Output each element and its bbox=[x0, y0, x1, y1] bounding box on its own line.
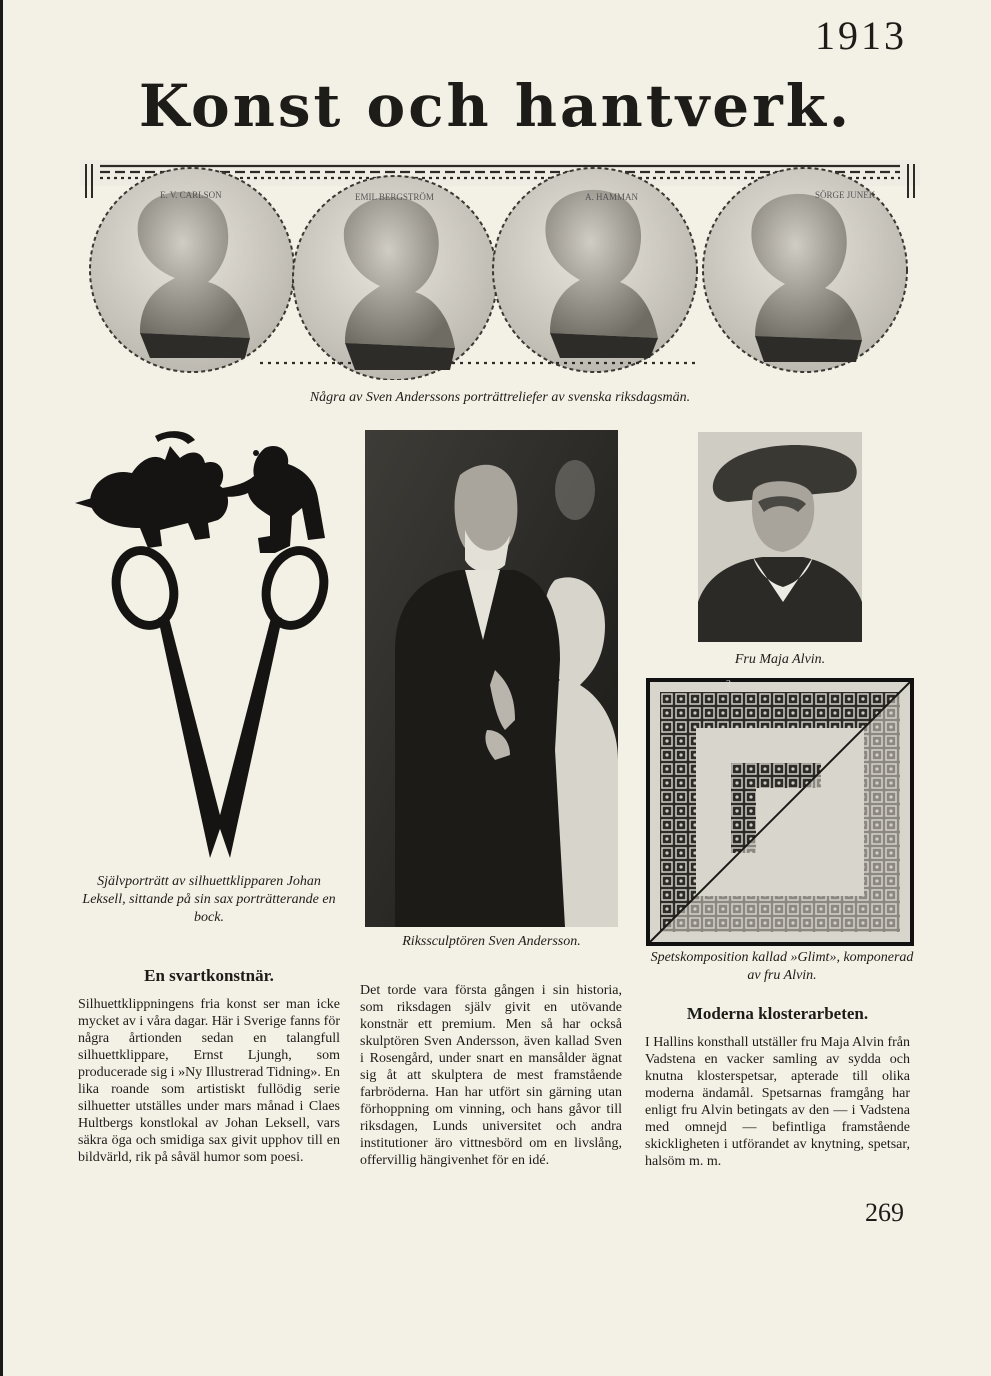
lace-corner-label: 2 bbox=[726, 679, 731, 690]
medallion-caption: Några av Sven Anderssons porträttreliefer av svenska riksdagsmän. bbox=[309, 390, 691, 405]
right-article-text: I Hallins konsthall utställer fru Maja Alvin från Vadstena en vacker samling av sydda och knutna klosterspetsar, apterade till olika moderna ändamål. Spetsarnas framgång har enligt fru Alvin betingats av den — i Vadstena med omnejd — befintliga framstående skickligheten i utförandet av knytning, spetsar, halsöm m. m. bbox=[645, 1035, 910, 1169]
silhouette-caption: Självporträtt av silhuettklipparen Johan Leksell, sittande på sin sax porträtterande en bock. bbox=[82, 874, 336, 925]
silhouette-figure bbox=[70, 428, 350, 868]
lace-caption: Spetskomposition kallad »Glimt», komponerad av fru Alvin. bbox=[650, 950, 914, 983]
year-label: 1913 bbox=[815, 13, 907, 58]
portrait-photo bbox=[698, 432, 862, 642]
left-article-heading: En svartkonstnär. bbox=[144, 966, 274, 985]
sculptor-photo-illustration bbox=[365, 430, 618, 927]
portrait-photo-illustration bbox=[698, 432, 862, 642]
sculptor-photo bbox=[365, 430, 618, 927]
lace-pattern-illustration bbox=[646, 678, 914, 946]
left-article-text: Silhuettklippningens fria konst ser man icke mycket av i våra dagar. Här i Sverige fanns för några årtionden sedan en talangfull silhuettklippare, Ernst Ljungh, som producerade sig i »Ny Illustrerad Tidning». En lika roande som artistiskt fullödig serie silhuetter utställes under mars månad i Claes Hultbergs konstlokal av Johan Leksell, vars säkra öga och smidiga sax givit upphov till en bildvärld, rik på såväl humor som poesi. bbox=[78, 997, 341, 1165]
portrait-caption: Fru Maja Alvin. bbox=[734, 652, 826, 667]
page-binding-edge bbox=[0, 0, 3, 1376]
medallion-name-3: A. HAMMAN bbox=[585, 192, 639, 202]
medallion-name-1: E. V. CARLSON bbox=[160, 190, 222, 200]
medallion-strip bbox=[80, 158, 920, 380]
medallion-name-4: SÖRGE JUNEK bbox=[815, 190, 876, 200]
lace-photo bbox=[646, 678, 914, 946]
middle-article-text: Det torde vara första gången i sin historia, som riksdagen själv givit en utövande konstnär ett premium. Men så har också skulptören Sven Andersson, även kallad Sven i Rosengård, under snart en mansålder ägnat sig åt att skulptera de mest framstående farbröderna. Han har utfört sin gärning utan förhoppning om vinning, och hans gåvor till riksdagen, Lunds universitet och andra institutioner äro vittnesbörd om en livslång, offervillig hängivenhet för en idé. bbox=[360, 983, 622, 1168]
sculptor-caption: Rikssculptören Sven Andersson. bbox=[402, 934, 581, 949]
page-number: 269 bbox=[865, 1198, 904, 1227]
page-title: Konst och hantverk. bbox=[138, 72, 853, 140]
medallion-name-2: EMIL BERGSTRÖM bbox=[355, 192, 434, 202]
right-article-heading: Moderna klosterarbeten. bbox=[686, 1004, 869, 1023]
scissors-silhouette-illustration bbox=[70, 428, 350, 868]
